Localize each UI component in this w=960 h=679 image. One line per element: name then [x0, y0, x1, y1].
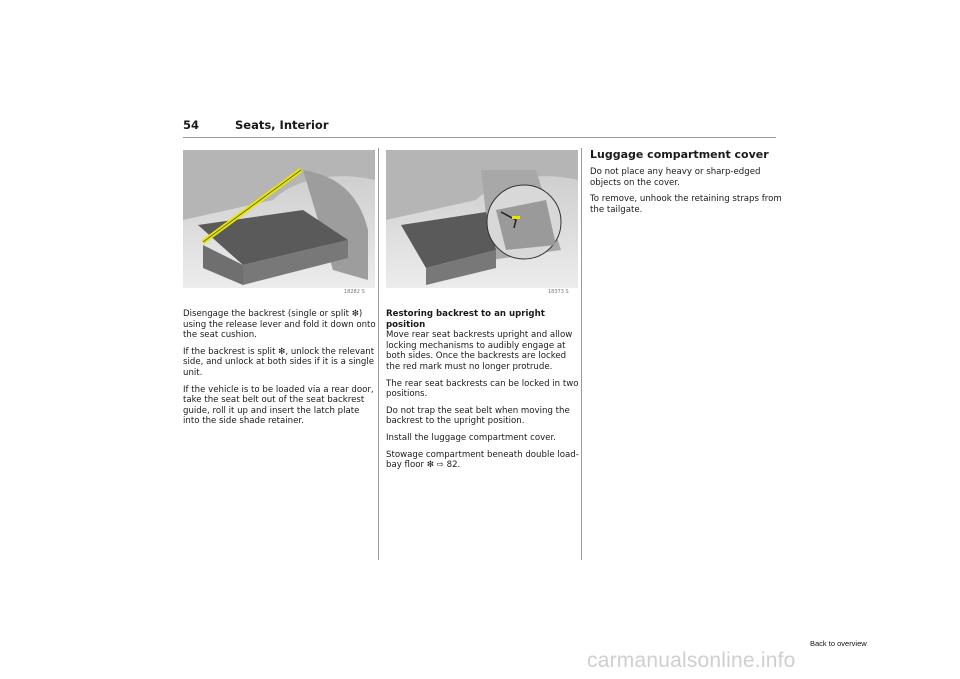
page-header — [183, 118, 329, 132]
column-1 — [183, 309, 378, 433]
back-to-overview-link[interactable]: Back to overview — [810, 639, 867, 648]
column-divider-2 — [581, 148, 582, 560]
paragraph: If the backrest is split ❇, unlock the relevant side, and unlock at both sides if it is a single unit. — [183, 346, 375, 378]
column-2 — [386, 309, 581, 477]
paragraph: Do not trap the seat belt when moving the backrest to the upright position. — [386, 405, 570, 427]
paragraph: To remove, unhook the retaining straps from the tailgate. — [590, 194, 782, 215]
paragraph: If the vehicle is to be loaded via a rear door, take the seat belt out of the seat backrest guide, roll it up and insert the latch plate into the side shade retainer. — [183, 384, 374, 427]
paragraph: The rear seat backrests can be locked in two positions. — [386, 378, 579, 400]
figure-number: 18373 S — [548, 289, 569, 295]
paragraph: Disengage the backrest (single or split ❇) using the release lever and fold it down onto the seat cushion. — [183, 309, 376, 341]
watermark: carmanualsonline.info — [587, 649, 796, 672]
column-divider-1 — [378, 148, 379, 560]
paragraph: Stowage compartment beneath double load-bay floor ❇ ⇨ 82. — [386, 449, 579, 471]
section-title: Seats, Interior — [235, 118, 329, 132]
figure-number: 18282 S — [344, 289, 365, 295]
page-number: 54 — [183, 118, 200, 132]
figure-upright-backrest — [386, 150, 578, 288]
paragraph: Move rear seat backrests upright and allow locking mechanisms to audibly engage at both sides. Once the backrests are locked the red mark must no longer protrude. — [386, 330, 573, 372]
paragraph: Install the luggage compartment cover. — [386, 432, 556, 443]
header-rule — [183, 137, 776, 138]
section-heading: Luggage compartment cover — [590, 148, 769, 161]
column-3 — [590, 148, 785, 221]
subheading: Restoring backrest to an upright position — [386, 309, 545, 330]
figure-folded-backrest — [183, 150, 375, 288]
paragraph: Do not place any heavy or sharp-edged objects on the cover. — [590, 167, 761, 188]
